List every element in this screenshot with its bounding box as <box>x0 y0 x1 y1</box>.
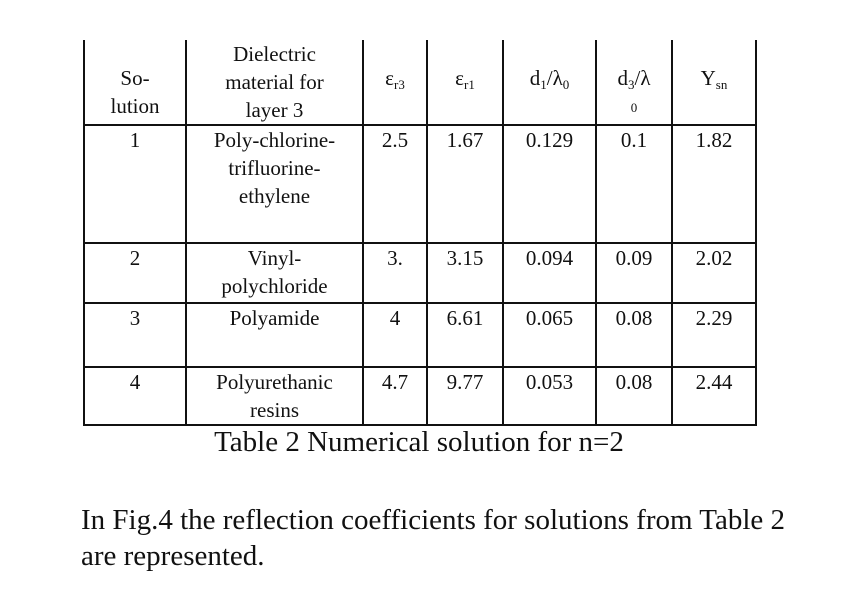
cell-er3: 4.7 <box>363 367 427 425</box>
header-d3-lambda0: $d_3/\lambda$ 0 <box>596 40 672 125</box>
cell-d1: 0.065 <box>503 303 596 367</box>
table-header-row <box>84 40 756 125</box>
cell-er1: 9.77 <box>427 367 503 425</box>
header-er3: $\varepsilon_{r3}$ <box>363 40 427 125</box>
cell-d1: 0.053 <box>503 367 596 425</box>
cell-er1: 6.61 <box>427 303 503 367</box>
table-row <box>84 125 756 243</box>
table-caption: Table 2 Numerical solution for n=2 <box>214 426 624 458</box>
cell-d3: 0.08 <box>596 303 672 367</box>
cell-er1: 1.67 <box>427 125 503 243</box>
table-row <box>84 367 756 425</box>
cell-ysn: 2.02 <box>672 243 756 303</box>
cell-d3: 0.08 <box>596 367 672 425</box>
cell-ysn: 2.29 <box>672 303 756 367</box>
cell-er3: 4 <box>363 303 427 367</box>
cell-solution: 4 <box>84 367 186 425</box>
cell-material: Vinyl- polychloride <box>186 243 363 303</box>
header-d1-lambda0: $d_1/\lambda_0$ <box>503 40 596 125</box>
cell-er3: 2.5 <box>363 125 427 243</box>
cell-material: Polyamide <box>186 303 363 367</box>
cell-solution: 3 <box>84 303 186 367</box>
cell-d1: 0.094 <box>503 243 596 303</box>
body-paragraph: In Fig.4 the reflection coefficients for solutions from Table 2 are represented. <box>81 504 786 572</box>
header-ysn: $Y_{sn}$ <box>672 40 756 125</box>
cell-er3: 3. <box>363 243 427 303</box>
table-row <box>84 303 756 367</box>
cell-d3: 0.09 <box>596 243 672 303</box>
cell-material: Polyurethanic resins <box>186 367 363 425</box>
cell-ysn: 1.82 <box>672 125 756 243</box>
cell-ysn: 2.44 <box>672 367 756 425</box>
cell-d1: 0.129 <box>503 125 596 243</box>
cell-solution: 1 <box>84 125 186 243</box>
numerical-solution-table <box>83 40 757 426</box>
header-dielectric-material: Dielectric material for layer 3 <box>186 40 363 125</box>
cell-material: Poly-chlorine- trifluorine- ethylene <box>186 125 363 243</box>
cell-er1: 3.15 <box>427 243 503 303</box>
header-er1: $\varepsilon_{r1}$ <box>427 40 503 125</box>
cell-d3: 0.1 <box>596 125 672 243</box>
table-row <box>84 243 756 303</box>
header-solution: So- lution <box>84 40 186 125</box>
cell-solution: 2 <box>84 243 186 303</box>
